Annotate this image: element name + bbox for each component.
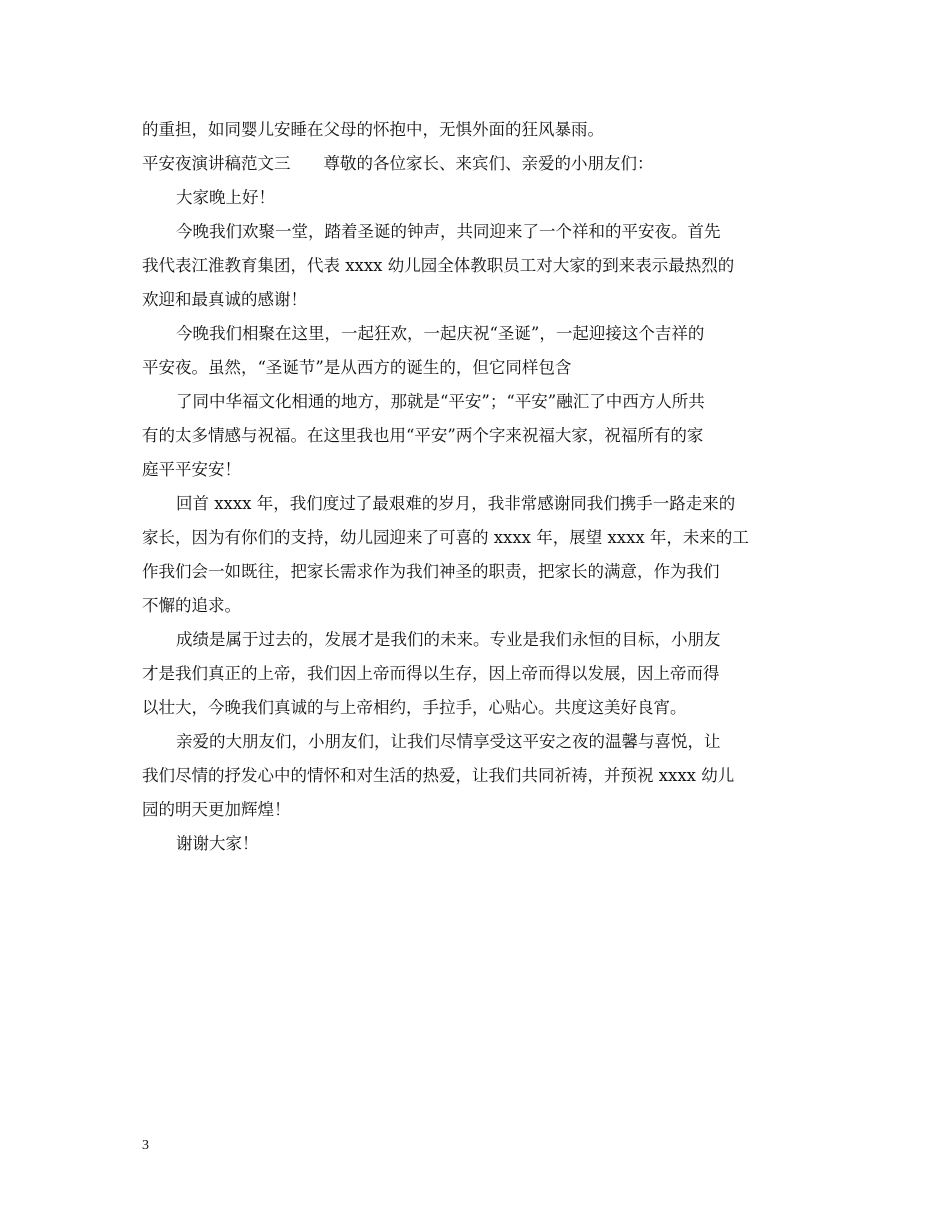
document-body [142, 116, 810, 858]
page-number: 3 [142, 1138, 149, 1153]
text-line: 有的太多情感与祝福。在这里我也用“平安”两个字来祝福大家，祝福所有的家 [142, 426, 704, 445]
text-line: 作我们会一如既往，把家长需求作为我们神圣的职责，把家长的满意，作为我们 [142, 562, 720, 581]
text-line: 今晚我们欢聚一堂，踏着圣诞的钟声，共同迎来了一个祥和的平安夜。首先 [176, 222, 721, 241]
text-line: 亲爱的大朋友们，小朋友们，让我们尽情享受这平安之夜的温馨与喜悦，让 [176, 732, 721, 751]
text-line: 了同中华福文化相通的地方，那就是“平安”；“平安”融汇了中西方人所共 [176, 392, 705, 411]
text-line: 园的明天更加辉煌！ [142, 800, 291, 819]
text-line: 不懈的追求。 [142, 596, 241, 615]
text-line: 庭平平安安！ [142, 460, 241, 479]
text-line: 成绩是属于过去的，发展才是我们的未来。专业是我们永恒的目标，小朋友 [176, 630, 721, 649]
text-line: 谢谢大家！ [176, 834, 259, 853]
text-line: 今晚我们相聚在这里，一起狂欢，一起庆祝“圣诞”，一起迎接这个吉祥的 [176, 324, 705, 343]
text-line: 我们尽情的抒发心中的情怀和对生活的热爱，让我们共同祈祷，并预祝 xxxx 幼儿 [142, 766, 735, 785]
text-line: 平安夜演讲稿范文三 尊敬的各位家长、来宾们、亲爱的小朋友们： [142, 154, 654, 173]
text-line: 平安夜。虽然，“圣诞节”是从西方的诞生的，但它同样包含 [142, 358, 572, 377]
text-line: 欢迎和最真诚的感谢！ [142, 290, 307, 309]
text-line: 以壮大，今晚我们真诚的与上帝相约，手拉手，心贴心。共度这美好良宵。 [142, 698, 687, 717]
text-line: 家长，因为有你们的支持，幼儿园迎来了可喜的 xxxx 年，展望 xxxx 年，未来的工 [142, 528, 749, 547]
text-line: 才是我们真正的上帝，我们因上帝而得以生存，因上帝而得以发展，因上帝而得 [142, 664, 720, 683]
text-line: 大家晚上好！ [176, 188, 275, 207]
text-line: 的重担，如同婴儿安睡在父母的怀抱中，无惧外面的狂风暴雨。 [142, 120, 604, 139]
text-line: 回首 xxxx 年，我们度过了最艰难的岁月，我非常感谢同我们携手一路走来的 [176, 494, 736, 513]
text-line: 我代表江淮教育集团，代表 xxxx 幼儿园全体教职员工对大家的到来表示最热烈的 [142, 256, 735, 275]
